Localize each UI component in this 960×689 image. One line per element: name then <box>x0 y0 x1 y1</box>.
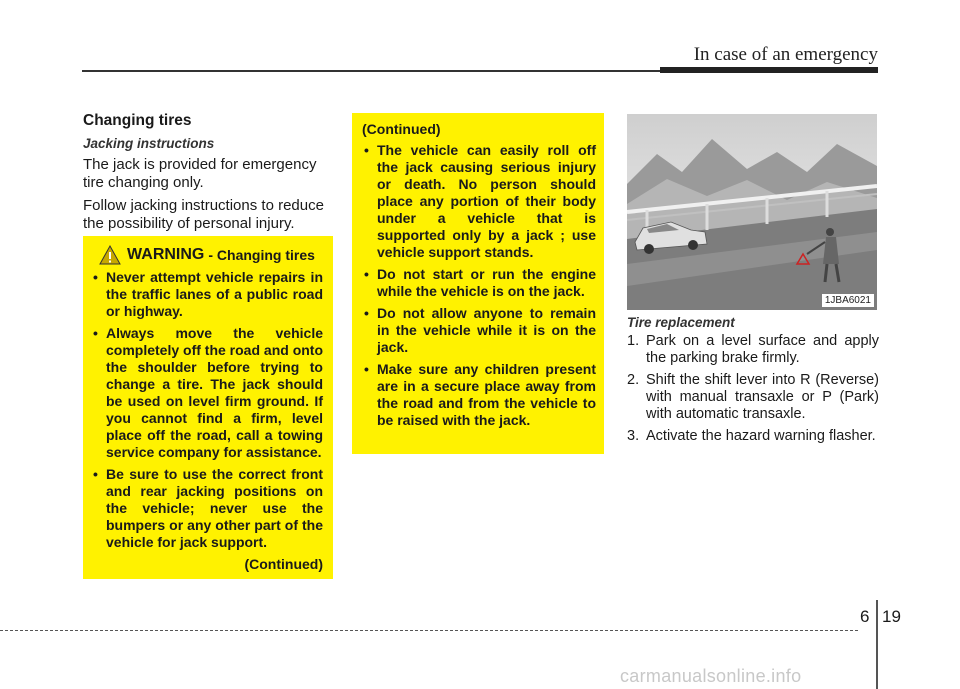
watermark: carmanualsonline.info <box>620 666 802 686</box>
warning-item: • The vehicle can easily roll off the jack causing serious injury or death. No person should place any portion of their body under a vehicle that is supported only by a jack ; use vehicle support stands. <box>362 142 596 261</box>
step-item <box>627 333 879 367</box>
warning-item: • Do not allow anyone to remain in the vehicle while it is on the jack. <box>362 305 596 356</box>
section-title: Changing tires <box>83 112 192 129</box>
intro-column <box>83 112 337 238</box>
image-code: 1JBA6021 <box>822 294 874 307</box>
chapter-number: 6 <box>860 607 870 626</box>
footer-divider <box>876 600 878 689</box>
header-rule-accent <box>660 67 878 73</box>
continued-label: (Continued) <box>362 121 441 137</box>
section-subtitle: Jacking instructions <box>83 136 215 151</box>
continued-label: (Continued) <box>244 556 323 572</box>
warning-box-continued <box>352 113 604 454</box>
warning-item: • Be sure to use the correct front and rear jacking positions on the vehicle; never use the bumpers or any other part of the vehicle for jack support. <box>91 466 323 551</box>
step-text: Park on a level surface and apply the parking brake firmly. <box>646 333 879 366</box>
step-number: 1. <box>627 333 640 349</box>
step-text: Activate the hazard warning flasher. <box>646 428 876 444</box>
step-text: Shift the shift lever into R (Reverse) with manual transaxle or P (Park) with automatic transaxle. <box>646 372 879 422</box>
warning-item: • Do not start or run the engine while the vehicle is on the jack. <box>362 266 596 300</box>
warning-item: • Make sure any children present are in a secure place away from the road and from the vehicle to be raised with the jack. <box>362 361 596 429</box>
tire-replacement-column <box>627 315 879 450</box>
warning-label: WARNING <box>127 246 205 263</box>
chapter-title: In case of an emergency <box>693 44 878 65</box>
page-number: 19 <box>882 607 901 626</box>
step-item <box>627 428 879 445</box>
intro-paragraph: The jack is provided for emergency tire changing only. <box>83 156 317 191</box>
warning-triangle-icon <box>99 245 121 265</box>
step-number: 2. <box>627 372 640 388</box>
warning-box <box>83 236 333 579</box>
roadside-illustration <box>627 114 877 310</box>
footer-rule <box>0 630 858 631</box>
intro-paragraph: Follow jacking instructions to reduce the possibility of personal injury. <box>83 197 324 232</box>
warning-subtitle: - Changing tires <box>208 247 315 263</box>
warning-list <box>362 142 596 429</box>
warning-item: • Never attempt vehicle repairs in the traffic lanes of a public road or highway. <box>91 269 323 320</box>
step-item <box>627 372 879 423</box>
warning-list <box>91 269 323 551</box>
step-number: 3. <box>627 428 640 444</box>
tire-replacement-caption: Tire replacement <box>627 315 735 330</box>
warning-item: • Always move the vehicle completely off the road and onto the shoulder before trying to change a tire. The jack should be used on level firm ground. If you cannot find a firm, level place off the road, call a towing service company for assistance. <box>91 325 323 461</box>
warning-header <box>91 245 323 265</box>
roadside-scene <box>627 114 877 310</box>
